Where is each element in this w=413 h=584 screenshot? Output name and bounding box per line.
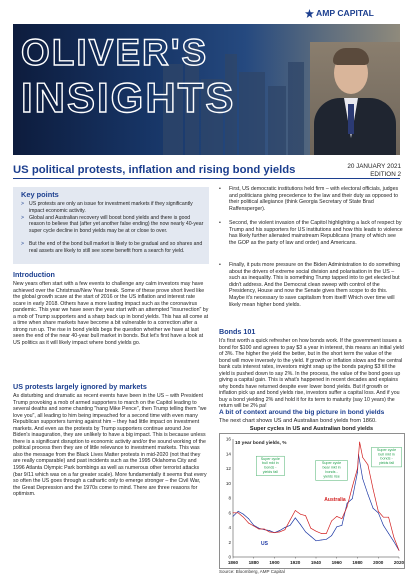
bullet-icon: • [219,220,221,226]
key-point-item: > US protests are only an issue for investment markets if they significantly impact economic activity. [21,201,193,214]
x-tick-label: 2000 [373,560,384,565]
annotation-text: Super cycle bull mkt in bonds -yields fall [376,447,397,466]
x-tick-label: 1920 [290,560,301,565]
annotation-text: Super cycle bear mkt in bonds -yields rise [321,461,342,479]
author-photo [310,42,400,155]
data-point-australia [285,529,286,530]
bonds-101-heading: Bonds 101 [219,327,256,336]
bonds-101-text: It's first worth a quick refresher on how bonds work. If the government issues a bond for $100 and agrees to pay $3 a year in interest, this means an initial yield of 3%. The higher the yield the better, but in the short term the value of the bond will move inversely to the yield. If growth or inflation slows and the central bank cuts interest rates, investors might snap up the bonds paying $3 till the yield is pushed down to say 2%. In the process, the value of the bond goes up giving a capital gain. This is what's happened in recent decades and explains why bonds have returned despite ever lower bond yields. But if growth or inflation pick up and bond yields rise, investors suffer a capital loss. And if you buy a bond yielding 2% and hold it for its term to maturity (say 10 years) the return will be 2% pa! [219,338,404,410]
y-tick-label: 0 [228,554,231,560]
list-item: • Second, the violent invasion of the Capitol highlighting a lack of respect by Trump and his supporters for US institutions and how this leads to violence has likely further alienated mainstream Republicans (many of which see the GOP as the party of law and order) and Americans. [219,220,403,246]
list-item: • Finally, it puts more pressure on the Biden Administration to do something about the drivers of extreme social division and polarisation in the US – such as inequality. This is something Trump tapped into to get elected but didn't address. And the Democrat clean sweep with control of the Presidency, House and now the Senate gives them scope to do this. Maybe it's necessary to save capitalism from itself! Which over time will likely mean higher bond yields. [219,262,401,308]
list-item: • First, US democratic institutions held firm – with electoral officials, judges and politicians giving precedence to the law and their duty as opposed to their political allegiance (think Georgia Secretary of State Brad Raffensperger). [219,186,399,212]
data-point-australia [269,532,270,533]
data-point-us [285,527,286,528]
data-point-us [362,478,363,479]
chart-title: Super cycles in US and Australian bond yields [249,426,374,432]
data-point-australia [259,529,260,530]
annotation-text: Super cycle bull mkt in bonds -yields fall [260,456,280,474]
context-heading: A bit of context around the big picture in bond yields [219,409,385,416]
data-point-australia [238,512,239,513]
data-point-australia [399,550,400,551]
y-tick-label: 16 [225,436,231,442]
data-point-australia [357,468,358,469]
chart-intro-text: The next chart shows US and Australian bond yields from 1860. [219,418,377,424]
amp-star-icon [305,9,314,18]
chevron-right-icon: > [21,214,25,221]
x-tick-label: 1980 [352,560,363,565]
data-point-us [279,530,280,531]
data-point-us [238,511,239,512]
y-tick-label: 14 [225,451,231,457]
y-tick-label: 6 [228,510,231,516]
y-tick-label: 12 [225,466,231,472]
data-point-australia [347,507,348,508]
data-point-us [243,514,244,515]
data-point-australia [233,512,234,513]
data-point-us [393,541,394,542]
data-point-us [233,516,234,517]
data-point-australia [321,533,322,534]
document-title: US political protests, inflation and rising bond yields [13,164,296,176]
data-point-australia [373,489,374,490]
data-point-australia [352,487,353,488]
key-points-box [13,187,209,264]
series-label: US [261,541,268,548]
data-point-australia [342,518,343,519]
data-point-australia [383,517,384,518]
x-tick-label: 1860 [227,560,239,565]
data-point-us [357,472,358,473]
key-points-heading: Key points [21,190,59,199]
data-point-australia [316,531,317,532]
data-point-australia [368,464,369,465]
data-point-us [378,512,379,513]
data-point-us [347,503,348,504]
data-point-us [352,498,353,499]
chevron-right-icon: > [21,241,25,247]
data-point-australia [331,521,332,522]
series-title-line2: INSIGHTS [21,74,236,121]
data-point-australia [264,529,265,530]
introduction-heading: Introduction [13,270,55,279]
y-tick-label: 10 [225,480,231,486]
bond-yields-chart [219,433,405,569]
x-tick-label: 2020 [393,560,405,565]
title-divider [13,178,400,179]
data-point-us [388,533,389,534]
data-point-australia [359,442,360,443]
key-point-item: > But the end of the bond bull market is likely to be gradual and so shares and real assets are likely to still see some benefit from a search for yield. [21,241,203,254]
amp-capital-logo [305,8,374,18]
data-point-australia [300,514,301,515]
hero-banner [13,24,400,155]
x-tick-label: 1880 [248,560,259,565]
data-point-australia [279,532,280,533]
data-point-australia [305,515,306,516]
y-axis-label: 10 year bond yields, % [235,441,287,446]
brand-name: AMP CAPITAL [316,8,374,18]
data-point-australia [310,528,311,529]
data-point-australia [248,523,249,524]
data-point-us [290,525,291,526]
data-point-australia [362,457,363,458]
data-point-us [383,525,384,526]
data-point-us [316,540,317,541]
data-point-us [269,530,270,531]
data-point-us [326,539,327,540]
data-point-us [321,540,322,541]
data-point-us [300,524,301,525]
y-tick-label: 8 [228,495,231,501]
y-tick-label: 2 [228,539,231,545]
x-tick-label: 1940 [310,560,322,565]
data-point-australia [393,537,394,538]
data-point-australia [253,526,254,527]
data-point-australia [378,511,379,512]
y-tick-label: 4 [228,525,231,531]
series-title-line1: OLIVER'S [21,32,209,73]
data-point-australia [290,520,291,521]
data-point-australia [243,517,244,518]
data-point-australia [336,516,337,517]
bullet-icon: • [219,262,221,268]
bullet-icon: • [219,186,221,192]
data-point-australia [274,532,275,533]
document-date: 20 JANUARY 2021 [347,163,401,170]
protests-text: As disturbing and dramatic as recent events have been in the US – with President Trump provoking a mob of armed supporters to march on the Capitol leading to several deaths and some chanting "hang Mike Pence", then Trump telling them "we love you", all leading to him being impeached for a second time with even many Republican supporters turning against him – they had little impact on investment markets. And even as the protests by Trump supporters continue around Joe Biden's inauguration, they are unlikely to have a big impact. This is because unless there is a significant disruption to economic activity and/or the sound working of the political process then they are of little relevance to investment markets. This was also the message from the Black Lives Matter protests in mid-2020 (not that they are really comparable) and past incidents such as the 1995 Oklahoma City and 1996 Atlanta Olympic Park bombings as well as numerous other terrorist attacks (bar 9/11 which was on a far greater scale). More fundamentally it seems that every so often the US goes through a cathartic only to emerge stronger – the Civil War, the Great Depression and the 1970s come to mind. There are three reasons for optimism. [13,393,207,498]
data-point-us [342,525,343,526]
chevron-right-icon: > [21,201,25,207]
x-tick-label: 1960 [331,560,342,565]
data-point-us [248,518,249,519]
data-point-us [336,526,337,527]
data-point-us [331,535,332,536]
data-point-us [368,494,369,495]
data-point-australia [388,517,389,518]
data-point-us [373,508,374,509]
protests-heading: US protests largely ignored by markets [13,382,147,391]
data-point-us [310,536,311,537]
data-point-australia [295,510,296,511]
series-label: Australia [324,496,346,503]
chart-source: Source: Bloomberg, AMP Capital [219,569,285,574]
x-tick-label: 1900 [269,560,280,565]
document-edition: EDITION 2 [370,171,401,178]
key-point-item: > Global and Australian recovery will boost bond yields and there is good reason to believe that (after yet another false ending) the now nearly 40-year super cycle decline in bond yields may be at or close to over. [21,214,204,234]
data-point-australia [326,533,327,534]
data-point-us [295,518,296,519]
data-point-us [305,532,306,533]
introduction-text: New years often start with a few events to challenge any calm investors may have achieved over the Christmas/New Year break. Some of these prove short lived like the global growth scare at the start of 2016 or the US inflation and interest rate scare in early 2018. Others have a more lasting impact such as the coronavirus pandemic. This year we have seen the year start with an attempted "insurrection" by a mob of Trump supporters and a sharp back up in bond yields. This has all come at a time when share markets have become a bit vulnerable to a correction after a strong run up. The rise in bond yields begs the question whether we have at last seen the end of the near 40-year bull market in bonds. But let's first have a look at US politics as it will likely impact where bond yields go. [13,281,209,346]
